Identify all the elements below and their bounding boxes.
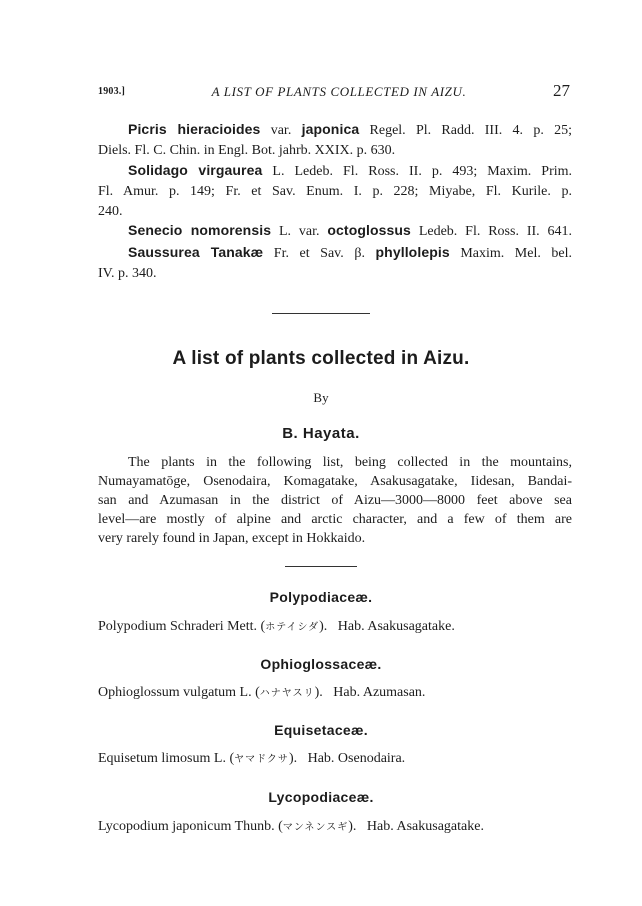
intro-line: Numayamatōge, Osenodaira, Komagatake, Asakusagatake, Iidesan, Bandai- bbox=[98, 474, 572, 489]
section-divider bbox=[272, 313, 370, 314]
intro-paragraph bbox=[98, 453, 572, 548]
habitat-text: Hab. Asakusagatake. bbox=[366, 819, 484, 834]
citation-line: Diels. Fl. C. Chin. in Engl. Bot. jahrb. XXIX. p. 630. bbox=[98, 143, 396, 158]
byline-by: By bbox=[313, 390, 329, 405]
intro-line: level—are mostly of alpine and arctic character, and a few of them are bbox=[98, 512, 572, 527]
variety-name: japonica bbox=[301, 121, 360, 137]
family-heading: Lycopodiaceæ. bbox=[268, 789, 374, 805]
species-entry bbox=[98, 160, 572, 222]
variety-name: octoglossus bbox=[327, 222, 411, 238]
plant-entry: Polypodium Schraderi Mett. (ホテイシダ). Hab. Asakusagatake. bbox=[98, 619, 455, 634]
running-head-title: A LIST OF PLANTS COLLECTED IN AIZU. bbox=[211, 84, 467, 99]
species-entry bbox=[98, 220, 572, 242]
citation-text: Ledeb. Fl. Ross. II. 641. bbox=[418, 224, 573, 239]
species-entry bbox=[98, 119, 572, 161]
plant-name: Lycopodium japonicum Thunb. bbox=[98, 819, 275, 834]
plant-entry: Equisetum limosum L. (ヤマドクサ). Hab. Osenodaira. bbox=[98, 751, 406, 766]
rank-text: var. bbox=[270, 123, 292, 138]
family-heading: Ophioglossaceæ. bbox=[260, 656, 382, 672]
japanese-name: マンネンスギ bbox=[282, 822, 349, 833]
entry-line bbox=[98, 242, 572, 264]
species-name: Senecio nomorensis bbox=[128, 222, 272, 238]
species-name: Picris hieracioides bbox=[128, 121, 261, 137]
japanese-name: ハナヤスリ bbox=[259, 688, 315, 699]
habitat-text: Hab. Asakusagatake. bbox=[337, 619, 455, 634]
plant-name: Equisetum limosum L. bbox=[98, 751, 226, 766]
entry-line bbox=[98, 119, 572, 141]
citation-line: Fl. Amur. p. 149; Fr. et Sav. Enum. I. p. 228; Miyabe, Fl. Kurile. p. bbox=[98, 184, 572, 199]
rank-text: L. var. bbox=[278, 224, 320, 239]
citation-line: 240. bbox=[98, 204, 123, 219]
running-head bbox=[98, 81, 570, 104]
citation-text: L. Ledeb. Fl. Ross. II. p. 493; Maxim. Prim. bbox=[272, 164, 573, 179]
section-divider bbox=[285, 566, 357, 567]
plant-name: Polypodium Schraderi Mett. bbox=[98, 619, 258, 634]
running-head-year: 1903.] bbox=[98, 86, 126, 97]
plant-entry: Ophioglossum vulgatum L. (ハナヤスリ). Hab. Azumasan. bbox=[98, 685, 426, 700]
entry-line bbox=[98, 220, 572, 242]
species-entry bbox=[98, 242, 572, 284]
variety-name: phyllolepis bbox=[375, 244, 450, 260]
page-number: 27 bbox=[553, 81, 570, 100]
intro-line: The plants in the following list, being collected in the mountains, bbox=[128, 455, 572, 470]
japanese-name: ヤマドクサ bbox=[234, 754, 289, 765]
species-name: Saussurea Tanakæ bbox=[128, 244, 264, 260]
article-title: A list of plants collected in Aizu. bbox=[172, 348, 470, 369]
plant-entry: Lycopodium japonicum Thunb. (マンネンスギ). Hab. Asakusagatake. bbox=[98, 819, 484, 834]
citation-line: IV. p. 340. bbox=[98, 266, 157, 281]
authority-text: Fr. et Sav. β. bbox=[273, 246, 365, 261]
citation-text: Regel. Pl. Radd. III. 4. p. 25; bbox=[369, 123, 573, 138]
habitat-text: Hab. Azumasan. bbox=[333, 685, 426, 700]
species-name: Solidago virgaurea bbox=[128, 162, 263, 178]
entry-line bbox=[98, 160, 572, 182]
family-heading: Polypodiaceæ. bbox=[269, 589, 373, 605]
family-heading: Equisetaceæ. bbox=[274, 722, 368, 738]
japanese-name: ホテイシダ bbox=[265, 622, 320, 633]
habitat-text: Hab. Osenodaira. bbox=[307, 751, 406, 766]
intro-line: san and Azumasan in the district of Aizu—3000—8000 feet above sea bbox=[98, 493, 572, 508]
author-name: B. Hayata. bbox=[282, 425, 360, 442]
plant-name: Ophioglossum vulgatum L. bbox=[98, 685, 252, 700]
citation-text: Maxim. Mel. bel. bbox=[460, 246, 573, 261]
intro-line: very rarely found in Japan, except in Hokkaido. bbox=[98, 531, 366, 546]
